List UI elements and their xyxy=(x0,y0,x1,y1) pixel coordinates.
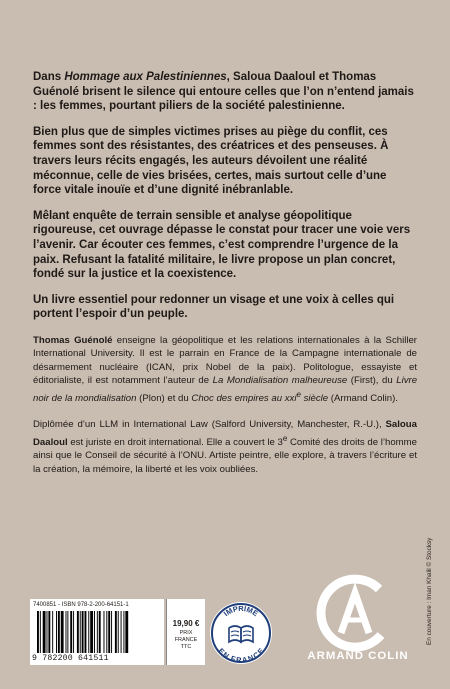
superscript: e xyxy=(296,389,301,399)
publisher-name: ARMAND COLIN xyxy=(307,650,409,662)
isbn-text: 7400851 - ISBN 978-2-200-64151-1 xyxy=(33,602,129,608)
blurb-text: Dans xyxy=(33,71,65,83)
author-name: Thomas Guénolé xyxy=(33,335,113,346)
price-box xyxy=(166,599,205,665)
book-title xyxy=(191,389,329,404)
book-title: La Mondialisation malheureuse xyxy=(212,375,348,387)
book-title-part: Choc des empires au xxi xyxy=(191,392,297,404)
bio-text: (Plon) et du xyxy=(136,392,192,404)
bio-text: Comité des droits de l’homme ainsi que le Conseil de sécurité à l’ONU. Artiste peintre, elle explore, à travers l’écriture et la création, la mémoire, la liberté et les voix oubliées. xyxy=(33,436,417,475)
back-cover-blurb xyxy=(33,70,417,333)
bio-text: (First), du xyxy=(347,375,397,387)
bio-text: enseigne la géopolitique et les relations internationales à la Schiller International University. Il est le parrain en France de la Campagne internationale de désarmement nucléaire (ICAN, prix Nobel de la paix). Politologue, essayiste et éditorialiste, il est notamment l’auteur de xyxy=(33,335,417,387)
badge-bottom-path: EN FRANCE xyxy=(216,646,266,665)
author-bios xyxy=(33,334,417,489)
blurb-paragraph-1 xyxy=(33,70,417,114)
author-name: Saloua Daaloul xyxy=(33,419,417,448)
blurb-paragraph-2: Bien plus que de simples victimes prises au piège du conflit, ces femmes sont des résistantes, des créatrices et des penseuses. À travers leurs récits engagés, les auteurs dévoilent une réalité méconnue, celle de vies brisées, certes, mais surtout celle d’une force vitale inouïe et d’une dignité inébranlable. xyxy=(33,125,389,197)
photo-credit: En couverture : Iman Khalil © Stocksy xyxy=(426,537,433,645)
book-title: Hommage aux Palestiniennes xyxy=(64,71,227,83)
price-label xyxy=(167,630,205,651)
book-title-part: siècle xyxy=(300,392,329,404)
book-title: Livre noir de la mondialisation xyxy=(33,375,418,404)
blurb-text: , Saloua Daaloul et Thomas Guénolé brisent le silence qui entoure celles que l’on n’entend jamais : les femmes, pourtant piliers de la société palestinienne. xyxy=(33,71,414,113)
price-label-line: TTC xyxy=(180,644,192,650)
bio-text: est juriste en droit international. Elle a couvert le 3 xyxy=(67,436,283,448)
bio-thomas-guenole xyxy=(33,334,417,405)
price-label-line: FRANCE xyxy=(174,637,198,643)
blurb-paragraph-3: Mêlant enquête de terrain sensible et analyse géopolitique rigoureuse, cet ouvrage dépasse le constat pour tracer une voie vers l’avenir. Car écouter ces femmes, c’est comprendre l’urgence de la paix. Refusant la fatalité militaire, le livre propose un plan concret, fondé sur la justice et la coexistence. xyxy=(33,209,411,281)
badge-top-path: IMPRIMÉ xyxy=(221,604,260,619)
price-amount: 19,90 € xyxy=(172,619,200,628)
bio-saloua-daaloul xyxy=(33,418,417,476)
barcode-icon xyxy=(33,611,161,653)
superscript: e xyxy=(282,433,288,443)
isbn-barcode xyxy=(30,599,164,665)
blurb-paragraph-4: Un livre essentiel pour redonner un visage et une voix à celles qui portent l’espoir d’un peuple. xyxy=(33,293,395,321)
barcode-digits: 9 782200 641511 xyxy=(32,654,109,663)
bio-text: Diplômée d’un LLM in International Law (Salford University, Manchester, R.-U.), xyxy=(33,419,386,431)
imprime-en-france-badge xyxy=(209,601,273,665)
bio-text: (Armand Colin). xyxy=(328,392,398,404)
price-label-line: PRIX xyxy=(179,630,193,636)
armand-colin-logo-icon xyxy=(315,573,395,653)
